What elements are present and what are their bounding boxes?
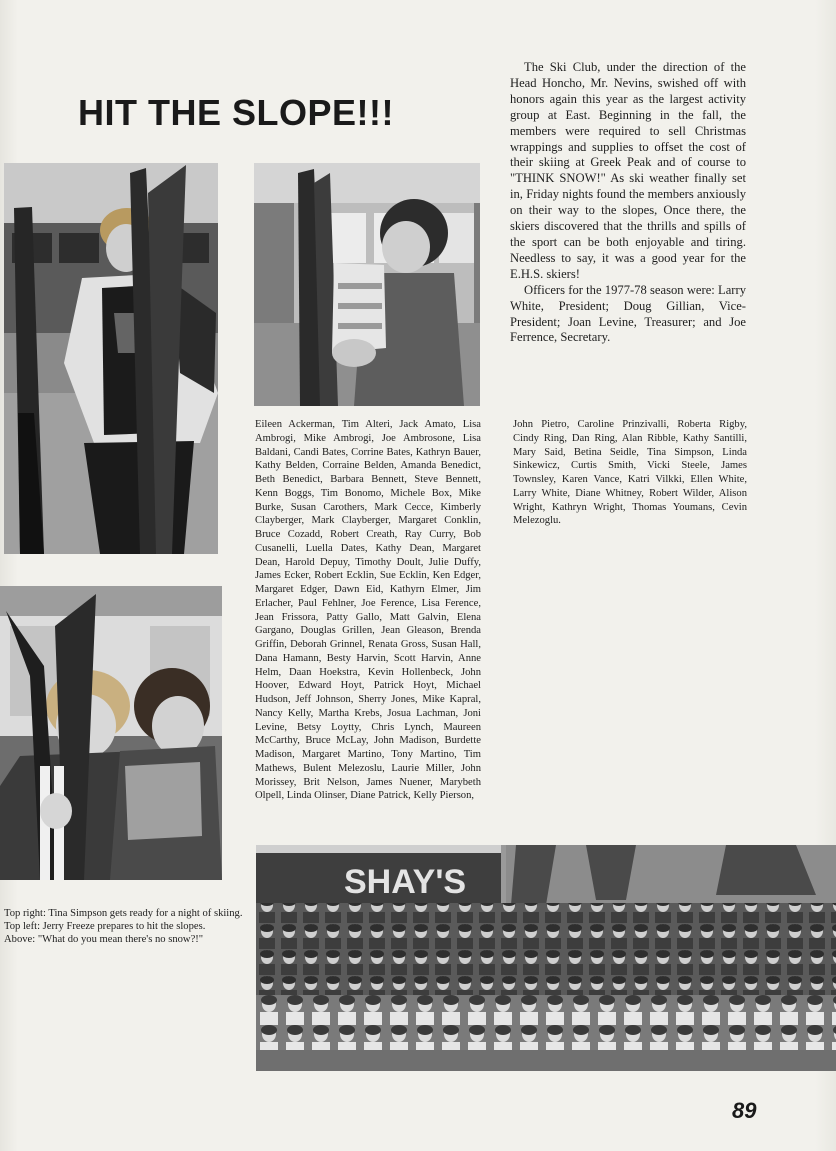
caption-top-left: Top left: Jerry Freeze prepares to hit the slopes.	[4, 921, 206, 932]
photo-tina-simpson	[254, 163, 480, 406]
member-list-column-1: Eileen Ackerman, Tim Alteri, Jack Amato, Lisa Ambrogi, Mike Ambrogi, Joe Ambrosone, Lisa Baldani, Candi Bates, Corrine Bates, Kathryn Bauer, Kathy Belden, Corraine Belden, Amanda Benedict, Beth Benedict, Barbara Bennett, Steve Bennett, Kenn Boggs, Tim Bonomo, Michele Box, Mike Burke, Susan Carothers, Mark Cecce, Kimberly Clayberger, Mark Clayberger, Margaret Conklin, Bruce Cozadd, Robert Creath, Ray Curry, Bob Cusanelli, Luella Dates, Kathy Dean, Margaret Dean, Harold Depuy, Timothy Doult, Julie Duffy, James Ecker, Robert Ecklin, Sue Ecklin, Ken Edger, Margaret Edger, Dawn Eid, Kathyrn Elmer, Jim Erlacher, Paul Fehlner, Joe Ference, Lisa Ference, Jean Frissora, Patty Gallo, Matt Galvin, Elena Gargano, Douglas Grillen, Jean Gleason, Brenda Griffin, Deborah Grinnel, Renata Gross, Susan Hall, Dana Hamann, Besty Harvin, Scott Harvin, Anne Helm, Daan Hoekstra, Kevin Hollenbeck, John Hoover, Edward Hoyt, Patrick Hoyt, Michael Hudson, Jeff Johnson, Sherry Jones, Mike Kapral, Nancy Kelly, Martha Krebs, Josua Lachman, Joni Levine, Betsy Loytty, Chris Lynch, Maureen McCarthy, Bruce McLay, John Madison, Burdette Madison, Margaret Martino, Tony Martino, Tim Mathews, Bulent Melezoslu, Laurie Miller, John Morissey, Brit Nelson, James Nuener, Marybeth Olpell, Linda Olinser, Diane Patrick, Kelly Pierson,	[255, 419, 481, 802]
intro-text	[510, 60, 746, 346]
page-number: 89	[732, 1098, 757, 1123]
photo-skier-with-skis	[4, 163, 218, 554]
photo-ski-club-group	[256, 845, 836, 1071]
photo-captions	[4, 907, 244, 946]
officers-paragraph: Officers for the 1977-78 season were: Larry White, President; Doug Gillian, Vice-President; Joan Levine, Treasurer; and Joe Ferrence, Secretary.	[510, 282, 746, 345]
shays-sign-text: SHAY'S	[344, 863, 467, 901]
page-title: HIT THE SLOPE!!!	[78, 92, 394, 133]
photo-two-skiers	[0, 586, 222, 880]
intro-paragraph: The Ski Club, under the direction of the Head Honcho, Mr. Nevins, swished off with honors again this year as the largest activity group at East. Beginning in the fall, the members were required to sell Christmas wrappings and supplies to offset the cost of their skiing at Greek Peak and of course to "THINK SNOW!" As ski weather finally set in, Friday nights found the members anxiously on their way to the slopes, Once there, the skiers discovered that the thrills and spills of the sport can be both enjoyable and tiring. Needless to say, it was a good year for the E.H.S. skiers!	[510, 60, 746, 281]
caption-top-right: Top right: Tina Simpson gets ready for a night of skiing.	[4, 908, 243, 919]
member-list-column-2: John Pietro, Caroline Prinzivalli, Roberta Rigby, Cindy Ring, Dan Ring, Alan Ribble, Kathy Santilli, Mary Said, Betina Seidle, Tina Simpson, Linda Sinkewicz, Curtis Smith, Vicki Steele, James Townsley, Karen Vance, Katri Vilkki, Ellen White, Larry White, Diane Whitney, Robert Wilder, Alison Wright, Kathryn Wright, Thomas Youmans, Cevin Melezoglu.	[513, 419, 747, 527]
caption-above: Above: "What do you mean there's no snow?!"	[4, 934, 204, 945]
